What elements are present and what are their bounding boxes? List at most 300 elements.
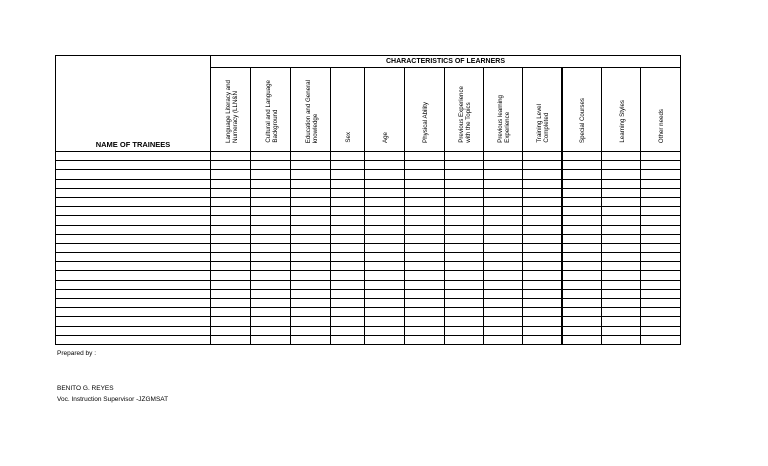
characteristic-cell[interactable] [523, 243, 562, 252]
column-header-label: Language Literacy and Numeracy (LLN&N [224, 80, 239, 143]
table-row [56, 179, 681, 188]
characteristic-cell[interactable] [365, 299, 405, 308]
characteristic-cell[interactable] [251, 234, 291, 243]
characteristic-cell[interactable] [291, 243, 331, 252]
characteristic-cell[interactable] [365, 234, 405, 243]
characteristic-cell[interactable] [562, 317, 602, 326]
characteristic-cell[interactable] [365, 335, 405, 344]
trainee-name-cell[interactable] [56, 216, 211, 225]
characteristic-cell[interactable] [331, 170, 365, 179]
characteristic-cell[interactable] [641, 308, 681, 317]
characteristic-cell[interactable] [484, 161, 523, 170]
characteristic-cell[interactable] [602, 262, 641, 271]
trainee-name-cell[interactable] [56, 253, 211, 262]
characteristic-cell[interactable] [251, 317, 291, 326]
characteristic-cell[interactable] [562, 243, 602, 252]
characteristic-cell[interactable] [445, 179, 484, 188]
characteristic-cell[interactable] [523, 326, 562, 335]
characteristic-cell[interactable] [523, 225, 562, 234]
table-row [56, 262, 681, 271]
signatory-title: Voc. Instruction Supervisor -JZGMSAT [57, 396, 169, 403]
characteristic-cell[interactable] [211, 243, 251, 252]
characteristic-cell[interactable] [602, 207, 641, 216]
characteristic-cell[interactable] [641, 289, 681, 298]
characteristic-cell[interactable] [405, 280, 445, 289]
characteristic-cell[interactable] [291, 308, 331, 317]
characteristic-cell[interactable] [523, 234, 562, 243]
column-header-label: Training Level Completed [535, 104, 550, 143]
characteristic-cell[interactable] [523, 216, 562, 225]
characteristic-cell[interactable] [211, 179, 251, 188]
characteristic-cell[interactable] [291, 197, 331, 206]
characteristic-cell[interactable] [331, 262, 365, 271]
characteristic-cell[interactable] [211, 188, 251, 197]
characteristic-cell[interactable] [445, 225, 484, 234]
characteristic-cell[interactable] [445, 299, 484, 308]
characteristic-cell[interactable] [484, 152, 523, 161]
characteristic-cell[interactable] [445, 280, 484, 289]
characteristic-cell[interactable] [641, 179, 681, 188]
characteristic-cell[interactable] [641, 161, 681, 170]
characteristic-cell[interactable] [562, 197, 602, 206]
characteristic-cell[interactable] [484, 262, 523, 271]
characteristic-cell[interactable] [331, 216, 365, 225]
characteristic-cell[interactable] [484, 188, 523, 197]
trainee-name-cell[interactable] [56, 197, 211, 206]
characteristic-cell[interactable] [251, 170, 291, 179]
characteristic-cell[interactable] [523, 308, 562, 317]
table-row [56, 207, 681, 216]
characteristic-cell[interactable] [641, 243, 681, 252]
characteristic-cell[interactable] [251, 225, 291, 234]
characteristic-cell[interactable] [445, 152, 484, 161]
characteristic-cell[interactable] [562, 225, 602, 234]
characteristic-cell[interactable] [641, 271, 681, 280]
characteristic-cell[interactable] [251, 152, 291, 161]
characteristic-cell[interactable] [251, 262, 291, 271]
characteristic-cell[interactable] [484, 308, 523, 317]
characteristic-cell[interactable] [291, 335, 331, 344]
characteristic-cell[interactable] [484, 326, 523, 335]
characteristic-cell[interactable] [291, 170, 331, 179]
characteristic-cell[interactable] [445, 188, 484, 197]
characteristic-cell[interactable] [523, 152, 562, 161]
column-header-label: Physical Ability [422, 102, 429, 143]
characteristic-cell[interactable] [562, 207, 602, 216]
trainee-name-cell[interactable] [56, 161, 211, 170]
characteristic-cell[interactable] [405, 179, 445, 188]
characteristic-cell[interactable] [445, 262, 484, 271]
characteristic-cell[interactable] [211, 152, 251, 161]
characteristic-cell[interactable] [365, 317, 405, 326]
characteristic-cell[interactable] [602, 152, 641, 161]
trainee-name-cell[interactable] [56, 299, 211, 308]
characteristic-cell[interactable] [602, 326, 641, 335]
characteristic-cell[interactable] [211, 289, 251, 298]
characteristic-cell[interactable] [251, 188, 291, 197]
characteristic-cell[interactable] [484, 271, 523, 280]
characteristic-cell[interactable] [445, 197, 484, 206]
characteristic-cell[interactable] [445, 207, 484, 216]
characteristic-cell[interactable] [405, 225, 445, 234]
characteristic-cell[interactable] [211, 216, 251, 225]
trainee-name-cell[interactable] [56, 188, 211, 197]
characteristic-cell[interactable] [211, 170, 251, 179]
column-header [562, 68, 602, 152]
trainee-name-cell[interactable] [56, 308, 211, 317]
characteristic-cell[interactable] [602, 188, 641, 197]
characteristic-cell[interactable] [291, 262, 331, 271]
characteristic-cell[interactable] [365, 243, 405, 252]
characteristic-cell[interactable] [484, 335, 523, 344]
characteristic-cell[interactable] [331, 207, 365, 216]
characteristic-cell[interactable] [331, 225, 365, 234]
characteristic-cell[interactable] [523, 289, 562, 298]
characteristic-cell[interactable] [445, 253, 484, 262]
characteristic-cell[interactable] [331, 179, 365, 188]
characteristic-cell[interactable] [562, 326, 602, 335]
column-header [251, 68, 291, 152]
characteristic-cell[interactable] [251, 308, 291, 317]
characteristic-cell[interactable] [641, 335, 681, 344]
characteristic-cell[interactable] [641, 216, 681, 225]
characteristic-cell[interactable] [291, 326, 331, 335]
characteristic-cell[interactable] [365, 179, 405, 188]
characteristic-cell[interactable] [641, 280, 681, 289]
characteristic-cell[interactable] [251, 161, 291, 170]
characteristic-cell[interactable] [445, 308, 484, 317]
characteristic-cell[interactable] [211, 262, 251, 271]
characteristic-cell[interactable] [211, 299, 251, 308]
characteristic-cell[interactable] [562, 170, 602, 179]
column-header [602, 68, 641, 152]
table-row [56, 152, 681, 161]
characteristic-cell[interactable] [211, 207, 251, 216]
characteristic-cell[interactable] [291, 161, 331, 170]
characteristic-cell[interactable] [562, 253, 602, 262]
trainee-name-cell[interactable] [56, 207, 211, 216]
characteristic-cell[interactable] [641, 317, 681, 326]
characteristic-cell[interactable] [484, 234, 523, 243]
characteristic-cell[interactable] [562, 299, 602, 308]
characteristic-cell[interactable] [484, 170, 523, 179]
characteristic-cell[interactable] [523, 161, 562, 170]
table-row [56, 161, 681, 170]
characteristic-cell[interactable] [562, 271, 602, 280]
characteristic-cell[interactable] [405, 262, 445, 271]
characteristic-cell[interactable] [251, 179, 291, 188]
characteristic-cell[interactable] [211, 280, 251, 289]
characteristic-cell[interactable] [211, 317, 251, 326]
characteristic-cell[interactable] [562, 179, 602, 188]
characteristic-cell[interactable] [641, 207, 681, 216]
characteristic-cell[interactable] [331, 299, 365, 308]
characteristic-cell[interactable] [484, 179, 523, 188]
characteristic-cell[interactable] [641, 262, 681, 271]
characteristic-cell[interactable] [445, 271, 484, 280]
characteristic-cell[interactable] [641, 234, 681, 243]
characteristic-cell[interactable] [484, 299, 523, 308]
characteristic-cell[interactable] [251, 243, 291, 252]
characteristic-cell[interactable] [445, 234, 484, 243]
characteristic-cell[interactable] [562, 280, 602, 289]
characteristic-cell[interactable] [365, 326, 405, 335]
characteristic-cell[interactable] [331, 253, 365, 262]
characteristic-cell[interactable] [291, 225, 331, 234]
characteristic-cell[interactable] [445, 170, 484, 179]
characteristic-cell[interactable] [291, 216, 331, 225]
characteristic-cell[interactable] [405, 289, 445, 298]
trainee-name-cell[interactable] [56, 326, 211, 335]
characteristic-cell[interactable] [251, 207, 291, 216]
characteristic-cell[interactable] [331, 335, 365, 344]
characteristic-cell[interactable] [562, 216, 602, 225]
characteristic-cell[interactable] [484, 197, 523, 206]
column-header-label: Previous Experience with the Topics [458, 86, 472, 143]
characteristic-cell[interactable] [641, 326, 681, 335]
characteristic-cell[interactable] [405, 197, 445, 206]
trainee-name-cell[interactable] [56, 280, 211, 289]
characteristic-cell[interactable] [211, 271, 251, 280]
characteristic-cell[interactable] [602, 216, 641, 225]
characteristic-cell[interactable] [365, 289, 405, 298]
characteristic-cell[interactable] [365, 170, 405, 179]
characteristic-cell[interactable] [484, 317, 523, 326]
characteristic-cell[interactable] [291, 317, 331, 326]
characteristic-cell[interactable] [365, 188, 405, 197]
characteristic-cell[interactable] [251, 299, 291, 308]
characteristic-cell[interactable] [484, 289, 523, 298]
characteristic-cell[interactable] [331, 308, 365, 317]
characteristic-cell[interactable] [405, 188, 445, 197]
characteristic-cell[interactable] [331, 161, 365, 170]
characteristic-cell[interactable] [602, 317, 641, 326]
learner-characteristics-table [55, 55, 681, 345]
trainee-name-cell[interactable] [56, 289, 211, 298]
characteristic-cell[interactable] [211, 234, 251, 243]
table-row [56, 271, 681, 280]
characteristic-cell[interactable] [365, 280, 405, 289]
characteristic-cell[interactable] [211, 161, 251, 170]
characteristic-cell[interactable] [211, 197, 251, 206]
characteristic-cell[interactable] [523, 299, 562, 308]
characteristic-cell[interactable] [602, 225, 641, 234]
characteristic-cell[interactable] [523, 271, 562, 280]
characteristic-cell[interactable] [331, 152, 365, 161]
characteristic-cell[interactable] [602, 253, 641, 262]
characteristic-cell[interactable] [405, 243, 445, 252]
characteristic-cell[interactable] [291, 234, 331, 243]
characteristic-cell[interactable] [405, 253, 445, 262]
column-header [445, 68, 484, 152]
characteristic-cell[interactable] [405, 161, 445, 170]
characteristic-cell[interactable] [365, 308, 405, 317]
characteristic-cell[interactable] [523, 188, 562, 197]
characteristic-cell[interactable] [291, 271, 331, 280]
characteristic-cell[interactable] [251, 271, 291, 280]
column-header-label: Special Courses [579, 97, 587, 143]
characteristic-cell[interactable] [562, 308, 602, 317]
characteristic-cell[interactable] [602, 271, 641, 280]
characteristic-cell[interactable] [602, 161, 641, 170]
trainee-name-cell[interactable] [56, 179, 211, 188]
characteristic-cell[interactable] [291, 179, 331, 188]
table-row [56, 289, 681, 298]
characteristic-cell[interactable] [562, 262, 602, 271]
characteristic-cell[interactable] [641, 253, 681, 262]
characteristic-cell[interactable] [562, 152, 602, 161]
characteristic-cell[interactable] [562, 234, 602, 243]
characteristic-cell[interactable] [405, 234, 445, 243]
characteristic-cell[interactable] [405, 271, 445, 280]
characteristic-cell[interactable] [211, 335, 251, 344]
characteristic-cell[interactable] [365, 253, 405, 262]
characteristic-cell[interactable] [251, 335, 291, 344]
characteristic-cell[interactable] [405, 317, 445, 326]
characteristic-cell[interactable] [211, 225, 251, 234]
characteristic-cell[interactable] [445, 161, 484, 170]
characteristic-cell[interactable] [484, 280, 523, 289]
characteristic-cell[interactable] [523, 197, 562, 206]
characteristic-cell[interactable] [602, 308, 641, 317]
characteristic-cell[interactable] [602, 170, 641, 179]
characteristic-cell[interactable] [484, 253, 523, 262]
characteristic-cell[interactable] [405, 326, 445, 335]
characteristic-cell[interactable] [405, 207, 445, 216]
trainee-name-cell[interactable] [56, 234, 211, 243]
characteristic-cell[interactable] [602, 243, 641, 252]
characteristic-cell[interactable] [365, 271, 405, 280]
characteristic-cell[interactable] [484, 207, 523, 216]
characteristic-cell[interactable] [562, 335, 602, 344]
characteristic-cell[interactable] [331, 188, 365, 197]
characteristic-cell[interactable] [602, 289, 641, 298]
characteristic-cell[interactable] [251, 289, 291, 298]
trainee-name-cell[interactable] [56, 335, 211, 344]
characteristic-cell[interactable] [562, 289, 602, 298]
characteristic-cell[interactable] [211, 253, 251, 262]
characteristic-cell[interactable] [331, 197, 365, 206]
characteristic-cell[interactable] [602, 335, 641, 344]
characteristic-cell[interactable] [445, 289, 484, 298]
characteristic-cell[interactable] [405, 216, 445, 225]
characteristic-cell[interactable] [445, 317, 484, 326]
characteristic-cell[interactable] [641, 197, 681, 206]
column-header [331, 68, 365, 152]
characteristic-cell[interactable] [523, 280, 562, 289]
characteristic-cell[interactable] [445, 216, 484, 225]
characteristic-cell[interactable] [641, 170, 681, 179]
trainee-name-cell[interactable] [56, 225, 211, 234]
characteristic-cell[interactable] [291, 299, 331, 308]
characteristic-cell[interactable] [365, 197, 405, 206]
characteristic-cell[interactable] [641, 299, 681, 308]
characteristic-cell[interactable] [405, 152, 445, 161]
characteristic-cell[interactable] [365, 262, 405, 271]
characteristic-cell[interactable] [365, 207, 405, 216]
characteristic-cell[interactable] [331, 243, 365, 252]
characteristic-cell[interactable] [331, 280, 365, 289]
characteristic-cell[interactable] [602, 179, 641, 188]
trainee-name-cell[interactable] [56, 243, 211, 252]
characteristic-cell[interactable] [365, 161, 405, 170]
characteristic-cell[interactable] [562, 188, 602, 197]
characteristic-cell[interactable] [523, 317, 562, 326]
table-row [56, 188, 681, 197]
characteristic-cell[interactable] [484, 243, 523, 252]
column-header-label: Education and General knowledge [304, 79, 319, 143]
characteristic-cell[interactable] [602, 234, 641, 243]
trainee-name-cell[interactable] [56, 262, 211, 271]
table-row [56, 335, 681, 344]
characteristic-cell[interactable] [331, 234, 365, 243]
characteristic-cell[interactable] [405, 170, 445, 179]
characteristic-cell[interactable] [602, 299, 641, 308]
characteristic-cell[interactable] [405, 308, 445, 317]
characteristic-cell[interactable] [291, 188, 331, 197]
trainee-name-cell[interactable] [56, 317, 211, 326]
table-row [56, 280, 681, 289]
characteristic-cell[interactable] [445, 243, 484, 252]
characteristic-cell[interactable] [365, 152, 405, 161]
characteristic-cell[interactable] [523, 262, 562, 271]
characteristic-cell[interactable] [602, 280, 641, 289]
characteristic-cell[interactable] [251, 197, 291, 206]
characteristic-cell[interactable] [641, 188, 681, 197]
characteristic-cell[interactable] [523, 335, 562, 344]
characteristic-cell[interactable] [331, 289, 365, 298]
characteristic-cell[interactable] [484, 225, 523, 234]
characteristic-cell[interactable] [641, 152, 681, 161]
characteristic-cell[interactable] [523, 207, 562, 216]
characteristic-cell[interactable] [523, 179, 562, 188]
characteristic-cell[interactable] [484, 216, 523, 225]
characteristic-cell[interactable] [331, 317, 365, 326]
table-row [56, 243, 681, 252]
characteristic-cell[interactable] [251, 326, 291, 335]
characteristic-cell[interactable] [445, 335, 484, 344]
characteristic-cell[interactable] [291, 207, 331, 216]
characteristic-cell[interactable] [331, 271, 365, 280]
characteristic-cell[interactable] [523, 253, 562, 262]
characteristic-cell[interactable] [291, 289, 331, 298]
characteristic-cell[interactable] [331, 326, 365, 335]
characteristic-cell[interactable] [291, 152, 331, 161]
trainee-name-cell[interactable] [56, 170, 211, 179]
characteristic-cell[interactable] [211, 308, 251, 317]
characteristic-cell[interactable] [291, 253, 331, 262]
characteristic-cell[interactable] [405, 335, 445, 344]
signatory-name: BENITO G. REYES [57, 385, 114, 392]
characteristic-cell[interactable] [365, 225, 405, 234]
characteristic-cell[interactable] [251, 280, 291, 289]
characteristic-cell[interactable] [251, 216, 291, 225]
characteristic-cell[interactable] [602, 197, 641, 206]
trainee-name-cell[interactable] [56, 152, 211, 161]
characteristic-cell[interactable] [251, 253, 291, 262]
characteristic-cell[interactable] [445, 326, 484, 335]
characteristic-cell[interactable] [641, 225, 681, 234]
table-row [56, 216, 681, 225]
characteristic-cell[interactable] [562, 161, 602, 170]
characteristic-cell[interactable] [211, 326, 251, 335]
trainee-name-cell[interactable] [56, 271, 211, 280]
characteristic-cell[interactable] [291, 280, 331, 289]
characteristic-cell[interactable] [405, 299, 445, 308]
characteristic-cell[interactable] [523, 170, 562, 179]
characteristic-cell[interactable] [365, 216, 405, 225]
prepared-by-label: Prepared by : [57, 350, 97, 357]
